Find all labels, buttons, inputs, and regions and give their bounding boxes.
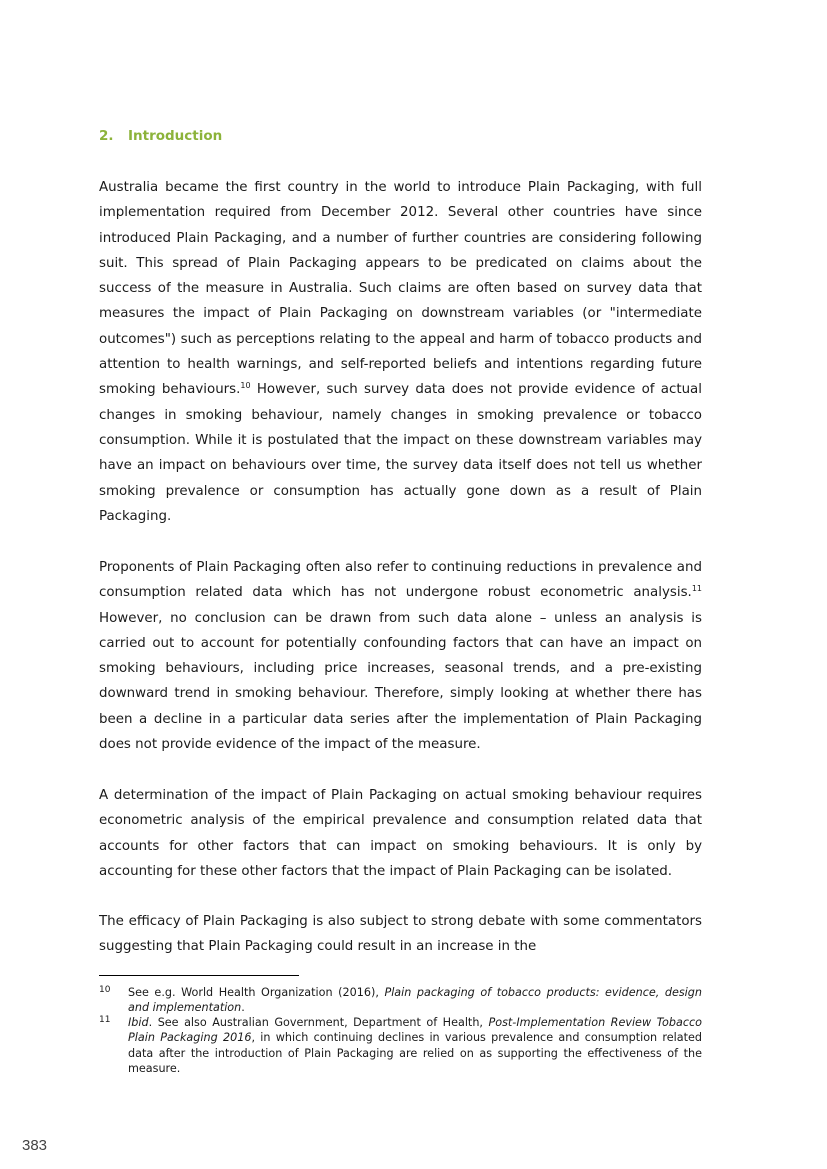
footnote-ref-10[interactable]: 10	[240, 381, 251, 391]
paragraph-2-text-cont: However, no conclusion can be drawn from such data alone – unless an analysis is carried out to account for potentially confounding factors that can have an impact on smoking behaviours, including price increases, seasonal trends, and a pre-existing downward trend in smoking behaviour. Therefore, simply looking at whether there has been a decline in a particular data series after the implementation of Plain Packaging does not provide evidence of the impact of the measure.	[99, 610, 702, 753]
paragraph-1-text-cont: However, such survey data does not provide evidence of actual changes in smoking behaviour, namely changes in smoking prevalence or tobacco consumption. While it is postulated that the impact on these downstream variables may have an impact on behaviours over time, the survey data itself does not tell us whether smoking prevalence or consumption has actually gone down as a result of Plain Packaging.	[99, 382, 702, 524]
footnote-10	[99, 985, 702, 1016]
paragraph-4-text: The efficacy of Plain Packaging is also subject to strong debate with some commentators suggesting that Plain Packaging could result in an increase in the	[99, 914, 702, 955]
section-number: 2.	[99, 128, 114, 144]
paragraph-1-text: Australia became the first country in the world to introduce Plain Packaging, with full implementation required from December 2012. Several other countries have since introduced Plain Packaging, and a number of further countries are considering following suit. This spread of Plain Packaging appears to be predicated on claims about the success of the measure in Australia. Such claims are often based on survey data that measures the impact of Plain Packaging on downstream variables (or "intermediate outcomes") such as perceptions relating to the appeal and harm of tobacco products and attention to health warnings, and self-reported beliefs and intentions regarding future smoking behaviours.	[99, 180, 702, 398]
footnote-text	[128, 985, 702, 1016]
footnote-title: Plain packaging of tobacco products: evidence, design and implementation	[128, 986, 702, 1015]
section-heading	[99, 128, 222, 144]
footnote-title: Post-Implementation Review Tobacco Plain Packaging 2016	[128, 1016, 703, 1045]
footnote-ibid: Ibid	[128, 1016, 149, 1029]
paragraph-2-text: Proponents of Plain Packaging often also refer to continuing reductions in prevalence and consumption related data which has not undergone robust econometric analysis.	[99, 560, 702, 601]
paragraph-3-text: A determination of the impact of Plain Packaging on actual smoking behaviour requires econometric analysis of the empirical prevalence and consumption related data that accounts for other factors that can impact on smoking behaviours. It is only by accounting for these other factors that the impact of Plain Packaging can be isolated.	[99, 788, 702, 879]
paragraph-1	[99, 175, 702, 529]
footnote-number: 10	[99, 985, 111, 995]
footnote-11	[99, 1015, 702, 1077]
footnote-text-part: See e.g. World Health Organization (2016),	[128, 986, 385, 999]
paragraph-2	[99, 555, 702, 757]
footnote-number: 11	[99, 1015, 111, 1025]
footnote-text	[128, 1015, 702, 1077]
paragraph-4	[99, 909, 702, 960]
footnote-text-part: , in which continuing declines in various prevalence and consumption related data after the introduction of Plain Packaging are relied on as supporting the effectiveness of the measure.	[128, 1031, 702, 1076]
footnote-text-part: .	[241, 1001, 245, 1015]
paragraph-3	[99, 783, 702, 884]
section-title: Introduction	[128, 128, 223, 144]
footnote-text-part: . See also Australian Government, Department of Health,	[148, 1016, 489, 1029]
footnote-separator	[99, 975, 299, 976]
footnote-ref-11[interactable]: 11	[691, 584, 702, 594]
page-number: 383	[22, 1137, 48, 1154]
